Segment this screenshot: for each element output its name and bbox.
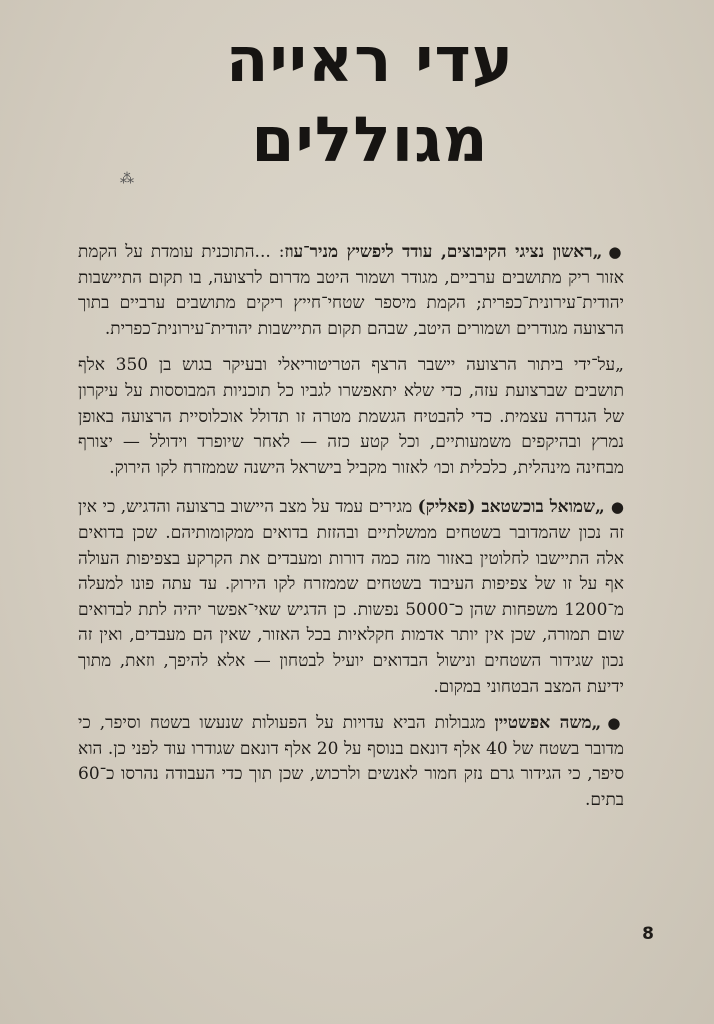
speaker-name: „משה אפשטיין xyxy=(494,713,602,734)
bullet-icon: ● xyxy=(607,714,624,733)
print-speck: ⁂ xyxy=(120,171,134,187)
paragraph-continuation: „על־ידי ביתור הרצועה יישבר הרצף הטריטוריאלי ובעיקר בגוש בן 350 אלף תושבים שברצועת עזה, כדי שלא יתאפשרו לגביו כל תוכניות המבוססות על עיקרון של הגדרה עצמית. כדי להבטיח הגשמת מטרה זו תדולל אוכלוסיית הרצועה באופן נמרץ ובהיקפים משמעותיים, וכל קטע כזה — לאחר שיופרד וידולל — יצורף מבחינה מינהלית, כלכלית וכו׳ לאזור מקביל בישראל הישנה שממזרח לקו הירוק. xyxy=(78,355,624,478)
article-body xyxy=(78,240,624,824)
paragraph-buchshtab xyxy=(78,495,624,700)
speaker-name: „ראשון נציגי הקיבוצים, עודד ליפשיץ מניר־עוז xyxy=(284,242,603,262)
paragraph-epstein xyxy=(78,711,624,813)
paragraph-liphshitz xyxy=(78,240,624,342)
bullet-icon: ● xyxy=(610,498,625,517)
speaker-name: „שמואל בוכשטאב (פאליק) xyxy=(417,497,605,518)
page-title: עדי ראייה מגוללים xyxy=(225,23,515,176)
page-number: 8 xyxy=(642,924,654,944)
paragraph-text: : ...התוכנית עומדת על הקמת אזור ריק מתושבים ערביים, מגודר ושמור היטב מדרום לרצועה, בו תקום התיישבות יהודית־עירונית־כפרית; הקמת מיספר שטחי־חייץ ריקים מתושבים ערביים בתוך הרצועה מגודרים ושמורים היטב, שבהם תקום התיישבות יהודית־עירונית־כפרית. xyxy=(78,242,624,339)
bullet-icon: ● xyxy=(608,243,624,261)
paragraph-text: מגבולות הביא עדויות על הפעולות שנעשו בשטח וסיפר, כי מדובר בשטח של 40 אלף דונאם בנוסף על 20 אלף דונאם שגודרו עוד לפני כן. הוא סיפר, כי הגידור גרם נזק חמור לאנשים ולרכוש, שכן תוך כדי העבודה נהרסו כ־60 בתים. xyxy=(78,713,624,810)
paragraph-text: מגירים עמד על מצב היישוב ברצועה והדגיש, כי אין זה נכון שהמדובר בשטחים ממשלתיים ובהזזת בדואים ממקומותיהם. שכן בדואים אלה התיישבו לחלוטין באזור מזה כמה דורות ומעבדים את הקרקע בצפיפות העולה אף על זו של צפיפות העיבוד בשטחים שממזרח לקו הירוק. עד עתה פונו למעלה מ־1200 משפחות שהן כ־5000 נפשות. כן הדגיש שאי־אפשר יהיה לתת לבדואים שום תמורה, שכן אין יותר אדמות חקלאיות בכל האזור, שאין הם מעבדים, ואין זה נכון שגידור השטחים ונישול הבדואים יועיל לבטחון — אלא להיפך, וזאת, מתוך ידיעת המצב הבטחוני במקום. xyxy=(78,497,624,697)
